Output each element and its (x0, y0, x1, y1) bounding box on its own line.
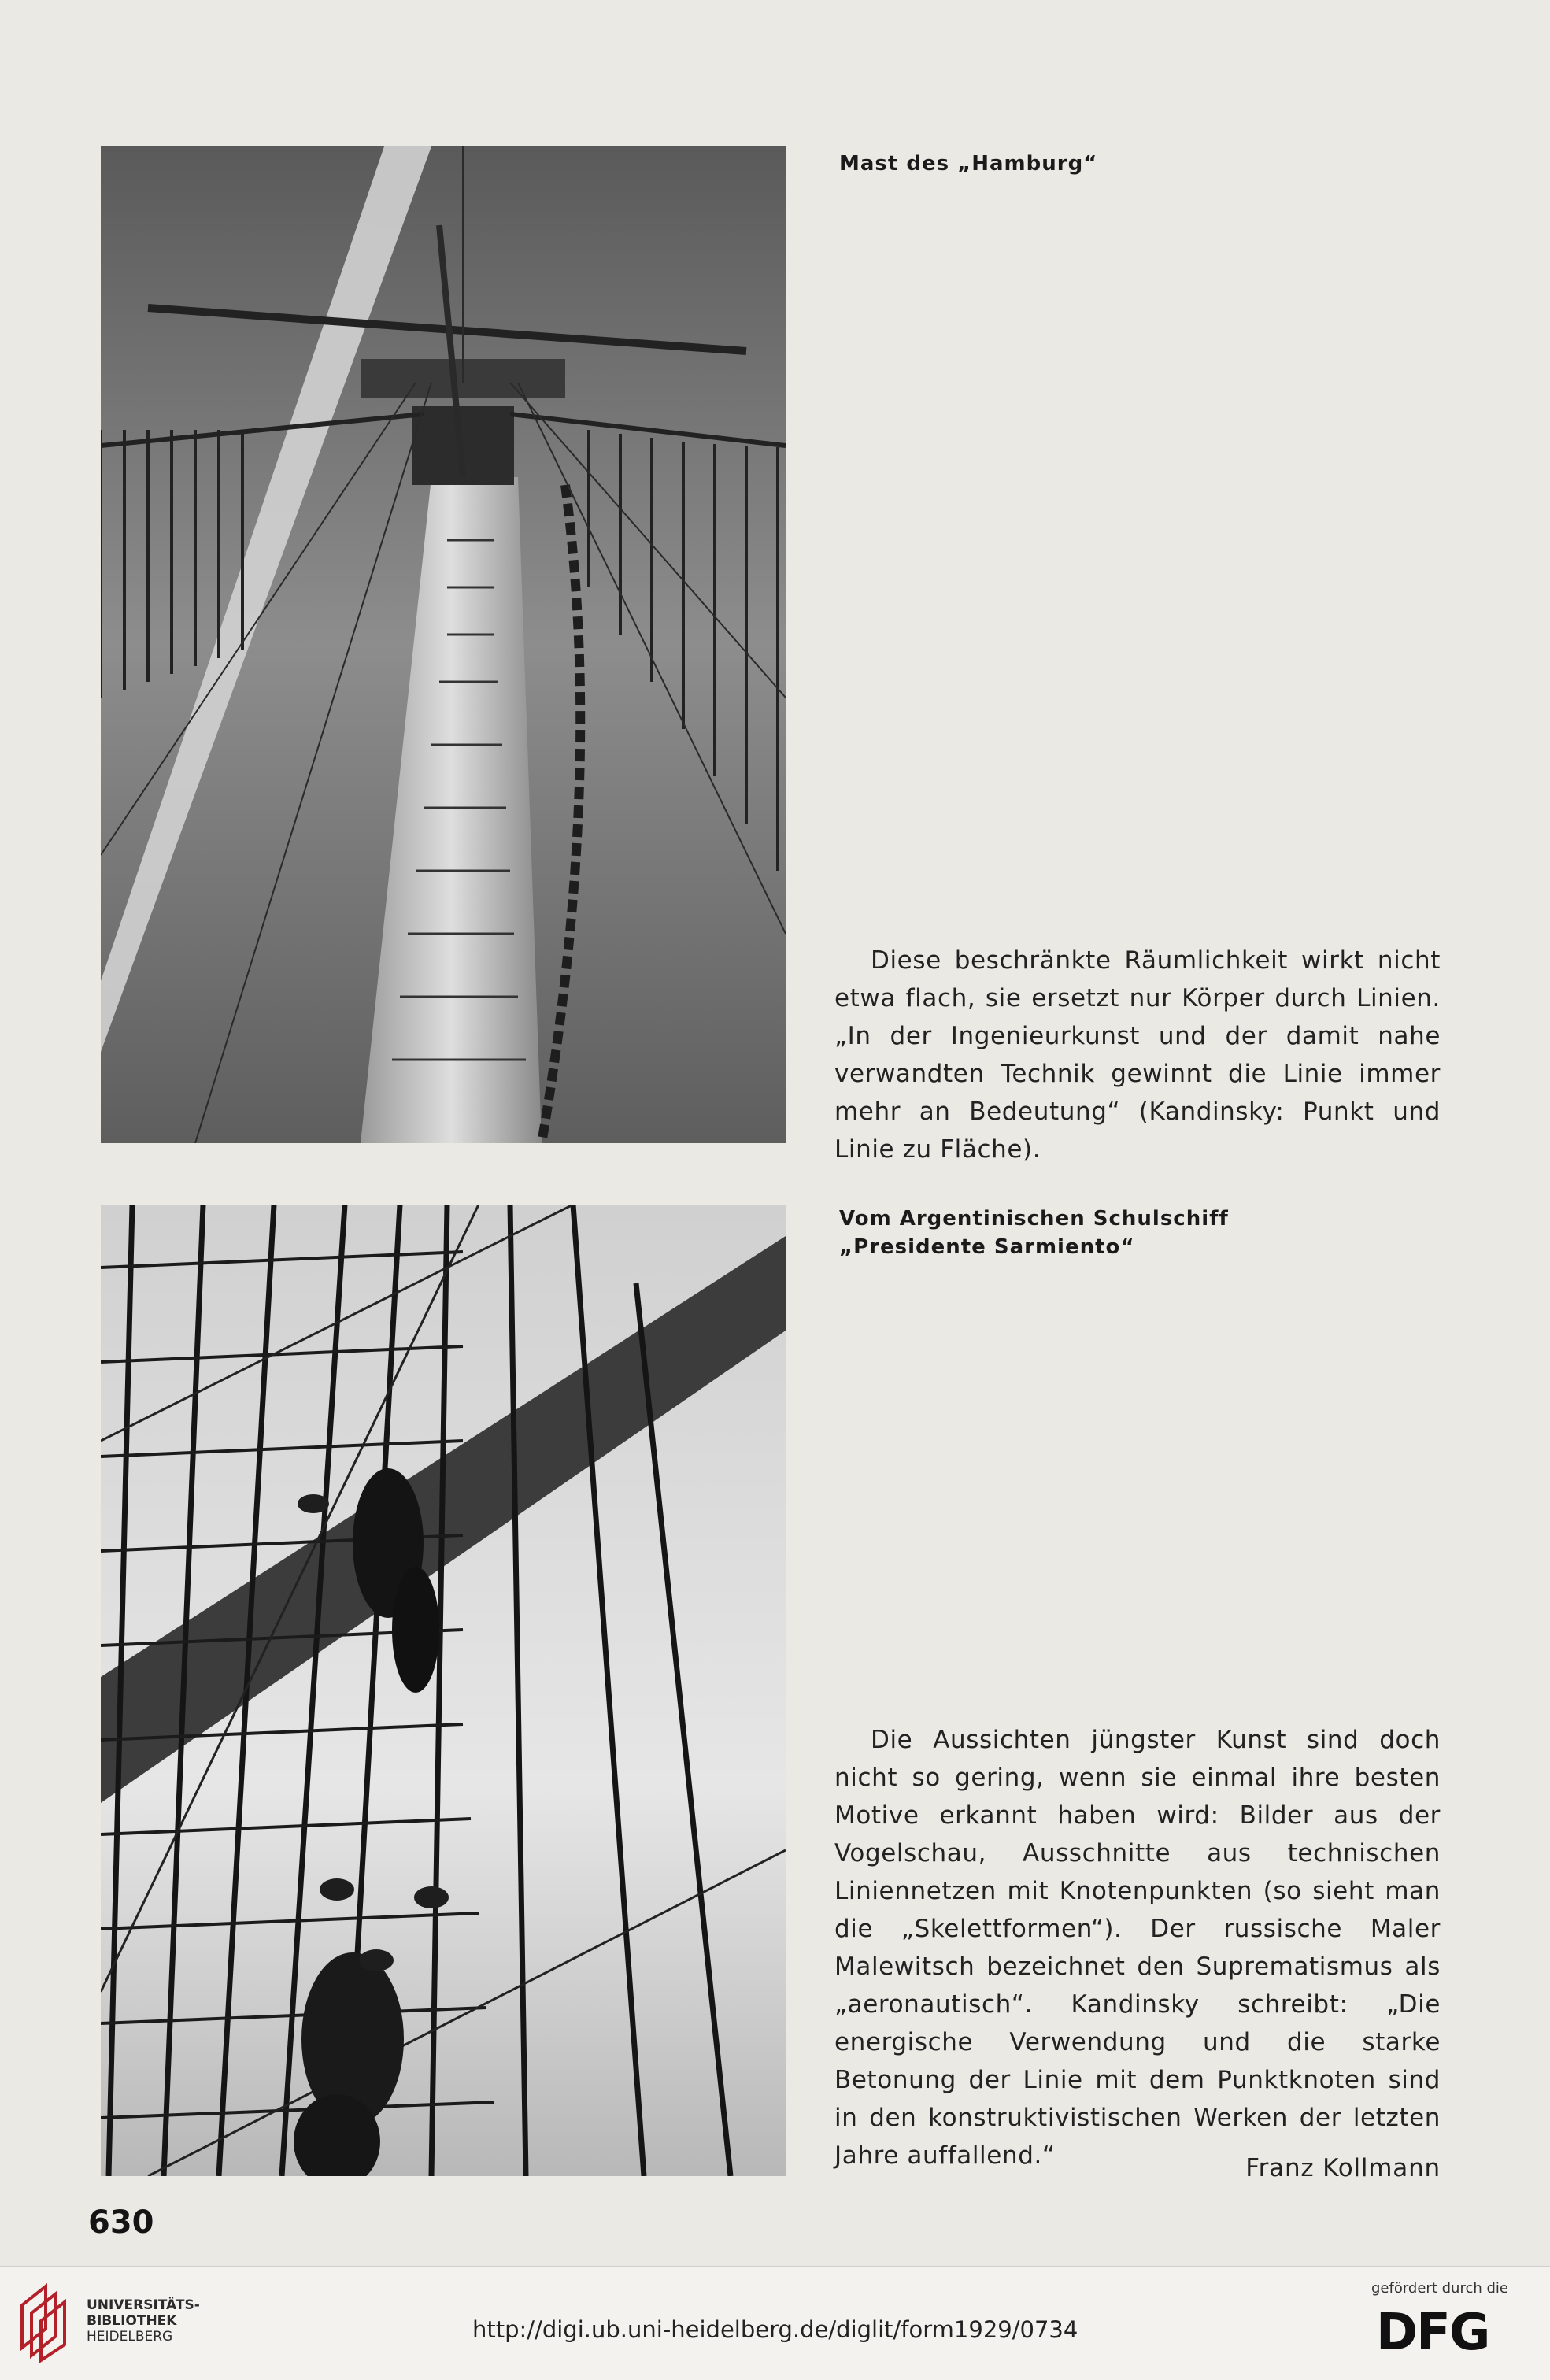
paragraph-2 (834, 1721, 1441, 2175)
photo2-caption (839, 1205, 1390, 1261)
photo2-caption-line1: Vom Argentinischen Schulschiff (839, 1207, 1229, 1231)
university-library-name (87, 2297, 200, 2345)
funded-by-label: gefördert durch die (1371, 2280, 1508, 2297)
library-name-line2: BIBLIOTHEK (87, 2313, 177, 2329)
paragraph-2-text: Die Aussichten jüngster Kunst sind doch nicht so gering, wenn sie einmal ihre besten Motive erkannt haben wird: Bilder aus der Vogelschau, Ausschnitte aus technischen Liniennetzen mit Knotenpunkten (so sieht man die „Skelettformen“). Der russische Maler Malewitsch bezeichnet den Suprematismus als „aeronautisch“. Kandinsky schreibt: „Die energische Verwendung und die starke Betonung der Linie mit dem Punktknoten sind in den konstruktivistischen Werken der letzten Jahre auffallend.“ (834, 1726, 1441, 2170)
paragraph-1 (834, 942, 1441, 1168)
photo1-caption: Mast des „Hamburg“ (839, 152, 1098, 176)
author-name: Franz Kollmann (1245, 2154, 1441, 2182)
university-library-logo-icon (14, 2282, 72, 2363)
photo2-caption-line2: „Presidente Sarmiento“ (839, 1235, 1135, 1259)
library-name-line3: HEIDELBERG (87, 2329, 173, 2345)
page-number: 630 (88, 2204, 154, 2241)
rigging-photo (101, 1205, 786, 2176)
source-url-link[interactable]: http://digi.ub.uni-heidelberg.de/diglit/form1929/0734 (472, 2316, 1078, 2343)
library-name-line1: UNIVERSITÄTS- (87, 2297, 200, 2313)
paragraph-1-text: Diese beschränkte Räumlichkeit wirkt nicht etwa flach, sie ersetzt nur Körper durch Linien. „In der Ingenieurkunst und der damit nahe verwandten Technik gewinnt die Linie immer mehr an Bedeutung“ (Kandinsky: Punkt und Linie zu Fläche). (834, 946, 1441, 1164)
rigging-photo-image (101, 1205, 786, 2176)
mast-photo (101, 146, 786, 1143)
mast-photo-image (101, 146, 786, 1143)
dfg-logo: DFG (1376, 2304, 1489, 2362)
